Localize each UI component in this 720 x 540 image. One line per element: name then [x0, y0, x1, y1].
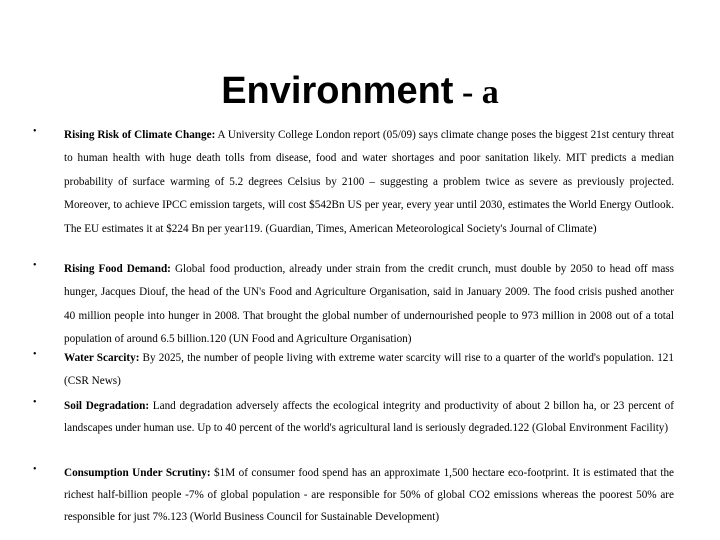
title-main: Environment: [221, 70, 454, 113]
bullet-heading: Soil Degradation:: [64, 400, 150, 412]
bullet-icon: •: [33, 464, 37, 475]
bullet-heading: Consumption Under Scrutiny:: [64, 467, 211, 479]
title-sub: - a: [453, 74, 499, 112]
bullet-heading: Rising Risk of Climate Change:: [64, 129, 216, 141]
bullet-body: By 2025, the number of people living with extreme water scarcity will rise to a quarter of the world's population. 121 (CSR News): [64, 352, 674, 387]
bullet-text: [64, 347, 674, 392]
bullet-icon: •: [33, 126, 37, 137]
bullet-body: Land degradation adversely affects the ecological integrity and productivity of about 2 billon ha, or 23 percent of landscapes under human use. Up to 40 percent of the world's agricultural land is seriously degraded.122 (Global Environment Facility): [64, 400, 675, 434]
bullet-body: Global food production, already under strain from the credit crunch, must double by 2050 to head off mass hunger, Jacques Diouf, the head of the UN's Food and Agriculture Organisation, said in January 2009. The food crisis pushed another 40 million people into hunger in 2008. That brought the global number of undernourished people to 973 million in 2008 out of a total population of around 6.5 billion.120 (UN Food and Agriculture Organisation): [64, 263, 674, 346]
bullet-icon: •: [33, 397, 37, 408]
bullet-heading: Water Scarcity:: [64, 352, 140, 364]
bullet-heading: Rising Food Demand:: [64, 263, 171, 275]
bullet-icon: •: [33, 349, 37, 360]
bullet-text: [64, 258, 674, 352]
bullet-body: A University College London report (05/09) says climate change poses the biggest 21st century threat to human health with huge death tolls from disease, food and water shortages and poor sanitation likely. MIT predicts a median probability of surface warming of 5.2 degrees Celsius by 2100 – suggesting a problem twice as severe as previously projected. Moreover, to achieve IPCC emission targets, will cost $542Bn US per year, every year until 2030, estimates the World Energy Outlook. The EU estimates it at $224 Bn per year119. (Guardian, Times, American Meteorological Society's Journal of Climate): [64, 129, 674, 235]
bullet-text: [64, 462, 674, 528]
bullet-text: [64, 395, 674, 439]
bullet-body: $1M of consumer food spend has an approximate 1,500 hectare eco-footprint. It is estimated that the richest half-billion people -7% of global population - are responsible for 50% of global CO2 emissions whereas the poorest 50% are responsible for just 7%.123 (World Business Council for Sustainable Development): [64, 467, 674, 523]
bullet-text: [64, 124, 674, 241]
bullet-icon: •: [33, 260, 37, 271]
